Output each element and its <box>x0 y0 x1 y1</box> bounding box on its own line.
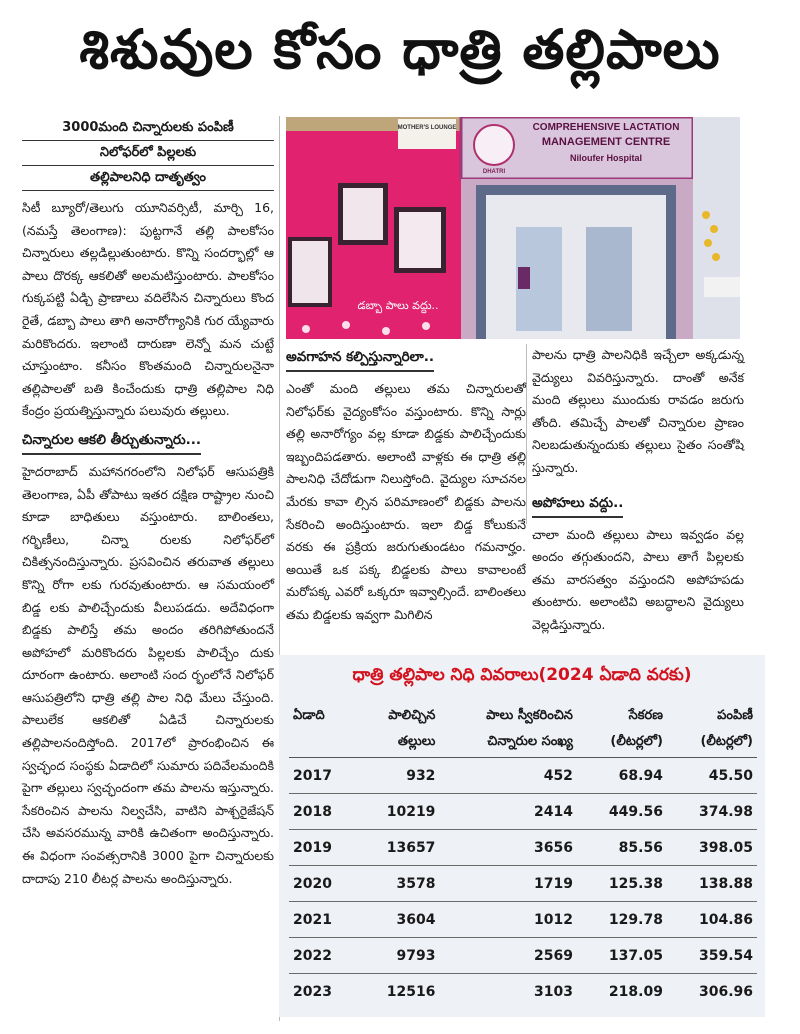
header-year: ఏడాది <box>289 701 357 758</box>
table-cell: 2017 <box>289 758 357 794</box>
table-row <box>289 902 757 938</box>
kicker-line-3: తల్లిపాలనిధి దాతృత్వం <box>90 170 206 185</box>
table-header-row <box>289 701 757 758</box>
table-cell: 306.96 <box>698 983 753 1000</box>
kicker <box>22 116 274 191</box>
table-cell: 3604 <box>357 902 439 938</box>
table-row <box>289 938 757 974</box>
table-cell: 125.38 <box>577 866 667 902</box>
left-column <box>22 116 274 890</box>
table-cell: 13657 <box>357 830 439 866</box>
table-cell: 137.05 <box>577 938 667 974</box>
table-cell: 1012 <box>439 902 577 938</box>
header-children: పాలు స్వీకరించిన చిన్నారుల సంఖ్య <box>439 701 577 758</box>
middle-paragraph: ఎంతో మంది తల్లులు తమ చిన్నారులతో నిలోఫర్‌కు వైద్యంకోసం వస్తుంటారు. కొన్ని సార్లు తల్లి అనారోగ్యం వల్ల కూడా బిడ్డకు పాలిచ్చేందుకు ఇబ్బందిపడతారు. అలాంటి వాళ్లకు ఈ ధాత్రి తల్లి పాలనిధి చేదోడుగా నిలుస్తోంది. వైద్యుల సూచనల మేరకు కావా ల్సిన పరిమాణంలో బిడ్డకు పాలను సేకరించి అందిస్తుంటారు. ఇలా బిడ్డ కోలుకునే వరకు ఈ ప్రక్రియ జరుగుతుండటం గమనార్హం. అయితే ఒక పక్క బిడ్డలకు పాలు కావాలంటే మరోపక్క ఎవరో ఒక్కరూ ఇవ్వాల్సిందే. బాలింతలు తమ బిడ్డలకు ఇవ్వగా మిగిలిన <box>286 381 526 622</box>
middle-subhead: అవగాహన కల్పిస్తున్నారిలా.. <box>286 344 434 372</box>
table-cell: 12516 <box>386 983 436 1000</box>
table-cell: 452 <box>439 758 577 794</box>
table-cell: 449.56 <box>577 794 667 830</box>
table-cell: 932 <box>357 758 439 794</box>
small-sign <box>398 119 456 149</box>
column-divider <box>526 344 527 524</box>
table-row <box>289 758 757 794</box>
table-cell: 138.88 <box>667 866 757 902</box>
table-cell: 398.05 <box>667 830 757 866</box>
right-paragraph-2: చాలా మంది తల్లులు పాలు ఇవ్వడం వల్ల అందం తగ్గుతుందని, పాలు తాగే పిల్లలకు తమ వారసత్వం వస్తుందని అపోహపడు తుంటారు. అలాంటివి అబద్ధాలని వైద్యులు వెల్లడిస్తున్నారు. <box>532 526 744 632</box>
dhatri-logo-icon <box>474 125 514 165</box>
table-row <box>289 830 757 866</box>
table-row <box>289 866 757 902</box>
header-distribution: పంపిణీ (లీటర్లలో) <box>667 701 757 758</box>
table-cell: 85.56 <box>577 830 667 866</box>
table-cell: 2023 <box>293 983 332 1000</box>
sign-line-2: MANAGEMENT CENTRE <box>541 136 671 148</box>
table-cell: 1719 <box>439 866 577 902</box>
table-cell: 2021 <box>289 902 357 938</box>
milk-bank-table-box <box>279 655 765 1017</box>
kicker-line-1: 3000మంది చిన్నారులకు పంపిణీ <box>22 116 274 141</box>
table-cell: 129.78 <box>577 902 667 938</box>
wall-text: డబ్బా పాలు వద్దు.. <box>357 299 439 312</box>
table-cell: 218.09 <box>608 983 663 1000</box>
table-cell: 2018 <box>289 794 357 830</box>
table-cell: 2414 <box>439 794 577 830</box>
right-subhead: అపోహలు వద్దు.. <box>532 490 623 518</box>
photo-illustration <box>286 117 740 339</box>
table-cell: 104.86 <box>667 902 757 938</box>
left-paragraph-1: సిటీ బ్యూరో/తెలుగు యూనివర్సిటీ, మార్చి 16, (నమస్తే తెలంగాణ): పుట్టగానే తల్లి పాలకోసం చిన్నారులు తల్లడిల్లుతుంటారు. కొన్ని సందర్భాల్లో ఆ పాలు దొరక్క ఆకలితో అలమటిస్తుంటారు. పాలకోసం గుక్కపట్టి ఏడ్చి ప్రాణాలు వదిలేసిన చిన్నారులు కొంద రైతే, డబ్బా పాలు తాగి అనారోగ్యానికి గుర య్యేవారు మరికొందరు. ఇలాంటి దారుణా లెన్నో మన చుట్టే చూస్తుంటాం. కనీసం కొంతమంది చిన్నారులనైనా తల్లిపాలతో బతి కించేందుకు ధాత్రి తల్లిపాల నిధి కేంద్రం ప్రయత్నిస్తున్నారు పలువురు తల్లులు. <box>22 200 274 419</box>
table-cell: 68.94 <box>577 758 667 794</box>
table-cell: 2022 <box>289 938 357 974</box>
right-column <box>532 344 744 637</box>
header-mothers: పాలిచ్చిన తల్లులు <box>357 701 439 758</box>
table-cell: 45.50 <box>667 758 757 794</box>
table-cell: 374.98 <box>667 794 757 830</box>
milk-bank-table <box>289 701 757 1010</box>
table-cell: 2569 <box>439 938 577 974</box>
table-cell: 9793 <box>357 938 439 974</box>
left-subhead: చిన్నారుల ఆకలి తీర్చుతున్నారు... <box>22 427 201 455</box>
photo-lactation-centre <box>286 117 740 339</box>
middle-column <box>286 344 526 627</box>
header-collection: సేకరణ (లీటర్లలో) <box>577 701 667 758</box>
table-cell: 3656 <box>439 830 577 866</box>
headline: శిశువుల కోసం ధాత్రి తల్లిపాలు <box>79 17 721 81</box>
sign-line-1: COMPREHENSIVE LACTATION <box>532 122 680 133</box>
table-title: ధాత్రి తల్లిపాల నిధి వివరాలు(2024 ఏడాది వరకు) <box>352 665 692 685</box>
logo-text: DHATRI <box>482 169 506 175</box>
sign-line-3: Niloufer Hospital <box>569 153 643 163</box>
small-sign-text: MOTHER'S LOUNGE <box>397 125 457 131</box>
table-cell: 2019 <box>289 830 357 866</box>
kicker-line-2: నిలోఫర్‌లో పిల్లలకు <box>22 141 274 166</box>
table-row <box>289 794 757 830</box>
table-cell: 359.54 <box>667 938 757 974</box>
headline-banner <box>0 0 800 112</box>
table-cell: 3578 <box>357 866 439 902</box>
right-paragraph-1: పాలను ధాత్రి పాలనిధికి ఇచ్చేలా అక్కడున్న వైద్యులు వివరిస్తున్నారు. దాంతో అనేక మంది తల్లులు ముందుకు రావడం జరుగు తోంది. తమిచ్చే పాలతో చిన్నారుల ప్రాణం నిలబడుతున్నందుకు తల్లులు సైతం సంతోషి స్తున్నారు. <box>532 347 744 475</box>
left-paragraph-2: హైదరాబాద్ మహానగరంలోని నిలోఫర్ ఆసుపత్రికి తెలంగాణ, ఏపీ తోపాటు ఇతర దక్షిణ రాష్ట్రాల నుంచి కూడా బాధితులు వస్తుంటారు. బాలింతలు, గర్భిణీలు, చిన్నా రులకు నిలోఫర్‌లో చికిత్సనందిస్తున్నారు. ప్రసవించిన తరువాత తల్లులు కొన్ని రోగా లకు గురవుతుంటారు. ఆ సమయంలో బిడ్డ లకు పాలిచ్చేందుకు వీలుపడదు. అదేవిధంగా బిడ్డకు పాలిస్తే తమ అందం తరిగిపోతుందనే అపోహలో మరికొందరు పిల్లలకు పాలిచ్చేం దుకు దూరంగా ఉంటారు. అలాంటి సంద ర్భంలోనే నిలోఫర్ ఆసుపత్రిలోని ధాత్రి తల్లి పాల నిధి మేలు చేస్తుంది. పాలులేక ఆకలితో ఏడిచే చిన్నారులకు తల్లిపాలనందిస్తోంది. 2017లో ప్రారంభించిన ఈ స్వచ్ఛంద సంస్థకు ఏడాదిలో సుమారు పదివేలమందికి పైగా తల్లులు స్వచ్ఛందంగా తమ పాలను ఇస్తున్నారు. సేకరించిన పాలను నిల్వచేసి, వాటిని పాశ్చరైజేషన్ చేసి అవసరమున్న వారికి ఉచితంగా అందిస్తున్నారు. ఈ విధంగా సంవత్సరానికి 3000 పైగా చిన్నారులకు దాదాపు 210 లీటర్ల పాలను అందిస్తున్నారు. <box>22 463 274 886</box>
table-cell: 10219 <box>357 794 439 830</box>
table-cell: 2020 <box>289 866 357 902</box>
table-row <box>289 974 757 1010</box>
table-cell: 3103 <box>533 983 573 1000</box>
